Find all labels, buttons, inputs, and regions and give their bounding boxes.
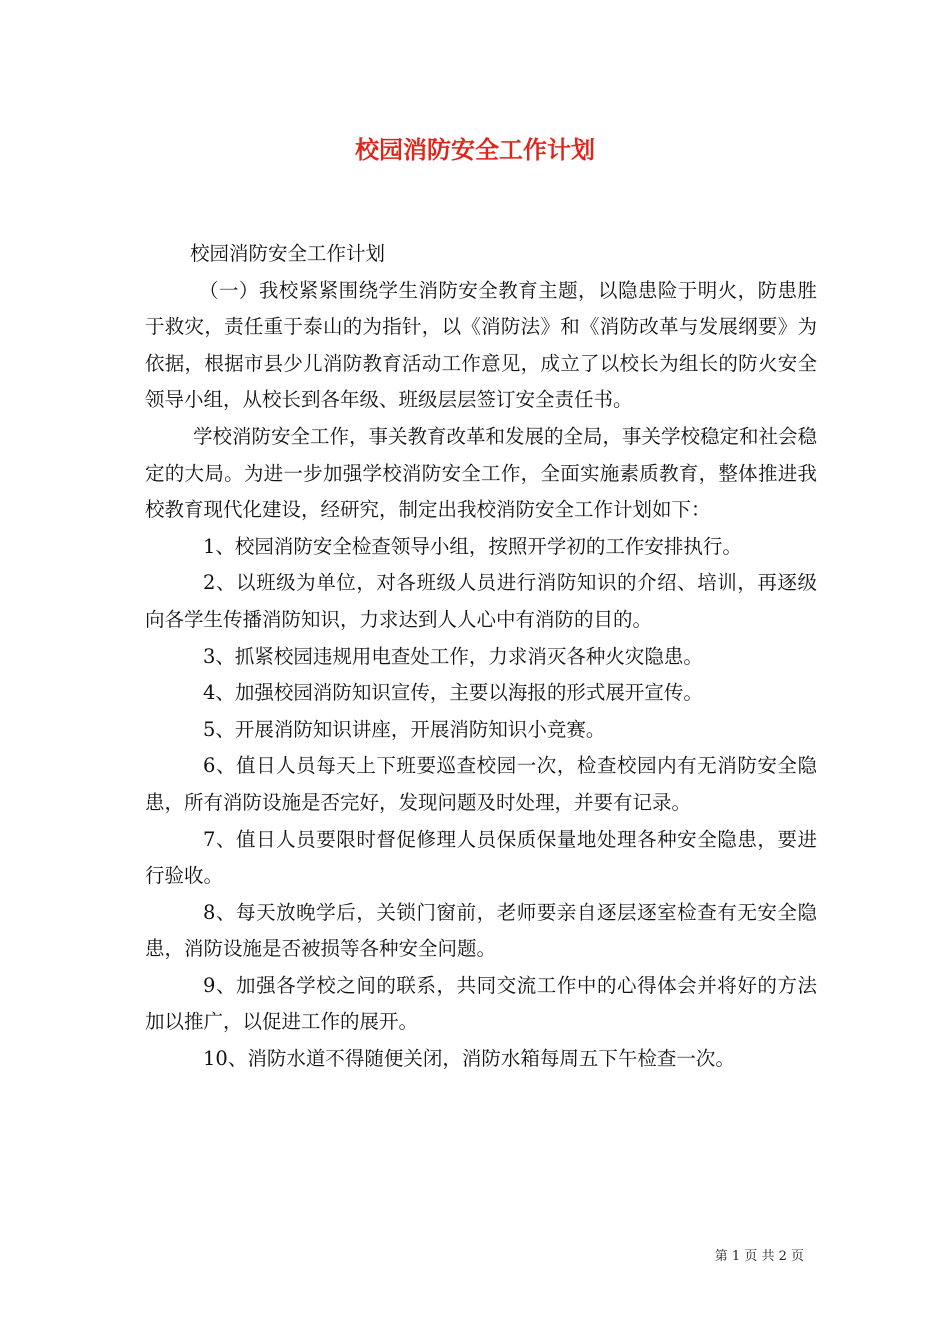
- list-item: 5、开展消防知识讲座，开展消防知识小竞赛。: [203, 717, 606, 741]
- document-subtitle: 校园消防安全工作计划: [190, 242, 386, 265]
- list-item: 6、值日人员每天上下班要巡查校园一次，检查校园内有无消防安全隐患，所有消防设施是否完好，发现问题及时处理，并要有记录。: [145, 754, 817, 814]
- document-title: 校园消防安全工作计划: [355, 135, 595, 164]
- list-item: 9、加强各学校之间的联系，共同交流工作中的心得体会并将好的方法加以推广，以促进工作的展开。: [145, 973, 817, 1034]
- list-item: 1、校园消防安全检查领导小组，按照开学初的工作安排执行。: [203, 534, 742, 558]
- list-item: 3、抓紧校园违规用电查处工作，力求消灭各种火灾隐患。: [203, 644, 703, 668]
- list-item: 4、加强校园消防知识宣传，主要以海报的形式展开宣传。: [203, 681, 703, 705]
- list-item: 8、每天放晚学后，关锁门窗前，老师要亲自逐层逐室检查有无安全隐患，消防设施是否被损等各种安全问题。: [145, 900, 817, 961]
- list-item: 2、以班级为单位，对各班级人员进行消防知识的介绍、培训，再逐级向各学生传播消防知识，力求达到人人心中有消防的目的。: [145, 571, 817, 631]
- page-number: 第 1 页 共 2 页: [714, 1249, 804, 1264]
- document-body: [145, 236, 817, 1078]
- paragraph-overview: 学校消防安全工作，事关教育改革和发展的全局，事关学校稳定和社会稳定的大局。为进一步加强学校消防安全工作，全面实施素质教育，整体推进我校教育现代化建设，经研究，制定出我校消防安全工作计划如下：: [145, 424, 818, 522]
- list-item: 10、消防水道不得随便关闭，消防水箱每周五下午检查一次。: [203, 1047, 735, 1071]
- list-item: 7、值日人员要限时督促修理人员保质保量地处理各种安全隐患，要进行验收。: [145, 827, 817, 888]
- paragraph-intro: （一）我校紧紧围绕学生消防安全教育主题，以隐患险于明火，防患胜于救灾，责任重于泰山的为指针，以《消防法》和《消防改革与发展纲要》为依据，根据市县少儿消防教育活动工作意见，成立了以校长为组长的防火安全领导小组，从校长到各年级、班级层层签订安全责任书。: [145, 278, 817, 412]
